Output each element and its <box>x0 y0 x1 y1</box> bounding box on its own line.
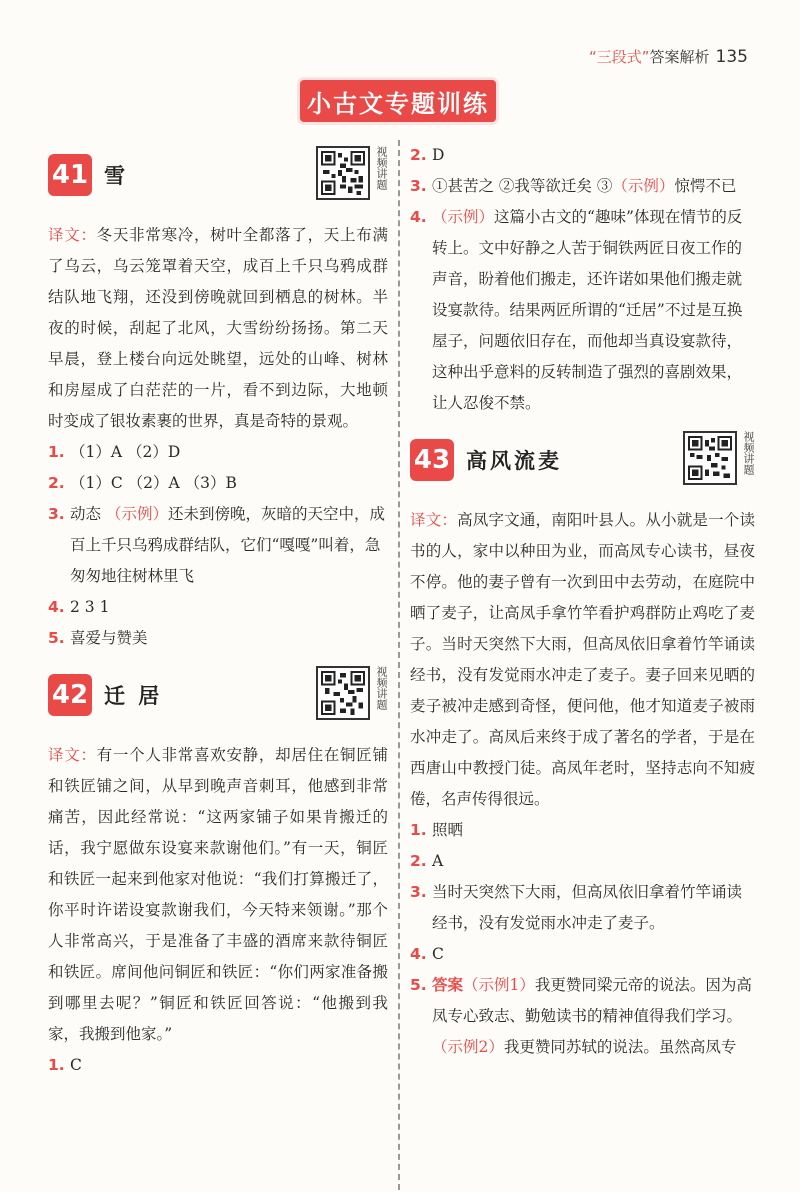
answer-item <box>410 202 755 419</box>
translation-paragraph <box>48 220 388 437</box>
translation-tag: 译文： <box>48 226 97 244</box>
translation-paragraph <box>410 505 755 815</box>
answer-number: 4. <box>410 945 427 963</box>
answer-number: 4. <box>48 598 65 616</box>
section-title: 迁 居 <box>104 684 163 708</box>
answer-text: 当时天突然下大雨，但高凤依旧拿着竹竿诵读经书，没有发觉雨水冲走了麦子。 <box>432 883 743 932</box>
section-title: 雪 <box>104 164 128 188</box>
answer-key: 答案 <box>432 976 464 994</box>
answer-item <box>48 437 388 468</box>
answer-text: 我更赞同苏轼的说法。虽然高凤专 <box>503 1038 737 1056</box>
answer-item <box>410 877 755 939</box>
answer-text: D <box>432 146 445 164</box>
answer-text: 喜爱与赞美 <box>70 629 148 647</box>
header-brand: “三段式” <box>588 48 650 66</box>
qr-code-icon[interactable] <box>316 146 370 200</box>
answer-number: 1. <box>48 1056 65 1074</box>
answer-number: 5. <box>410 976 427 994</box>
column-divider <box>398 140 400 1190</box>
translation-tag: 译文： <box>410 511 458 529</box>
answer-text: 我更赞同梁元帝的说法。因为高凤专心致志、勤勉读书的精神值得我们学习。 <box>432 976 752 1025</box>
section-43-header <box>410 431 755 491</box>
answer-prefix: ①甚苦之 ②我等欲迁矣 ③ <box>432 177 613 195</box>
translation-text: 高凤字文通，南阳叶县人。从小就是一个读书的人，家中以种田为业，而高凤专心读书，昼夜不停。他的妻子曾有一次到田中去劳动，在庭院中晒了麦子，让高凤手拿竹竿看护鸡群防止鸡吃了麦子。当时天突然下大雨，但高凤依旧拿着竹竿诵读经书，没有发觉雨水冲走了麦子。妻子回来见晒的麦子被冲走感到奇怪，便问他，他才知道麦子被雨水冲走了。高凤后来终于成了著名的学者，于是在西唐山中教授门徒。高凤年老时，坚持志向不知疲倦，名声传得很远。 <box>410 511 755 808</box>
example-tag: （示例2） <box>432 1038 504 1056</box>
example-tag: （示例） <box>105 505 168 523</box>
qr-label: 视频讲题 <box>742 431 755 475</box>
header-label: 答案解析 <box>649 48 710 66</box>
answer-number: 2. <box>410 146 427 164</box>
translation-text: 冬天非常寒冷，树叶全都落了，天上布满了乌云，乌云笼罩着天空，成百上千只乌鸦成群结队地飞翔，还没到傍晚就回到栖息的树林。半夜的时候，刮起了北风，大雪纷纷扬扬。第二天早晨，登上楼台向远处眺望，远处的山峰、树林和房屋成了白茫茫的一片，看不到边际，大地顿时变成了银妆素裹的世界，真是奇特的景观。 <box>48 226 388 430</box>
answer-item <box>410 140 755 171</box>
section-41-header <box>48 146 388 206</box>
translation-tag: 译文： <box>48 746 97 764</box>
answer-item <box>48 499 388 592</box>
left-column <box>48 140 388 1081</box>
qr-label: 视频讲题 <box>375 666 388 710</box>
answer-number: 1. <box>410 821 427 839</box>
answer-text: 这篇小古文的“趣味”体现在情节的反转上。文中好静之人苦于铜铁两匠日夜工作的声音，盼着他们搬走，还许诺如果他们搬走就设宴款待。结果两匠所谓的“迁居”不过是互换屋子，问题依旧存在，而他却当真设宴款待，这种出乎意料的反转制造了强烈的喜剧效果，让人忍俊不禁。 <box>432 208 743 412</box>
section-banner: 小古文专题训练 <box>300 80 496 122</box>
answer-continuation <box>410 1032 755 1063</box>
example-tag: （示例） <box>432 208 495 226</box>
answer-prefix: 动态 <box>70 505 106 523</box>
answer-item <box>48 468 388 499</box>
answer-text: 2 3 1 <box>70 598 110 616</box>
answer-item <box>410 815 755 846</box>
section-42-header <box>48 666 388 726</box>
answer-item <box>410 171 755 202</box>
answer-item <box>410 846 755 877</box>
answer-item <box>48 592 388 623</box>
answer-number: 4. <box>410 208 427 226</box>
example-tag: （示例1） <box>463 976 535 994</box>
running-header <box>589 46 748 67</box>
qr-label: 视频讲题 <box>375 146 388 190</box>
answer-item <box>410 939 755 970</box>
answer-text: C <box>432 945 444 963</box>
section-number: 41 <box>48 154 92 196</box>
answer-number: 1. <box>48 443 65 461</box>
answer-item <box>48 623 388 654</box>
translation-paragraph <box>48 740 388 1050</box>
translation-text: 有一个人非常喜欢安静，却居住在铜匠铺和铁匠铺之间，从早到晚声音刺耳，他感到非常痛苦，因此经常说：“这两家铺子如果肯搬迁的话，我宁愿做东设宴来款谢他们。”有一天，铜匠和铁匠一起来到他家对他说：“我们打算搬迁了，你平时许诺设宴款谢我们，今天特来领谢。”那个人非常高兴，于是准备了丰盛的酒席来款待铜匠和铁匠。席间他问铜匠和铁匠：“你们两家准备搬到哪里去呢？”铜匠和铁匠回答说：“他搬到我家，我搬到他家。” <box>48 746 388 1043</box>
answer-number: 2. <box>48 474 65 492</box>
answer-text: （1）C （2）A （3）B <box>70 474 237 492</box>
answer-number: 3. <box>410 883 427 901</box>
answer-item <box>410 970 755 1032</box>
example-tag: （示例） <box>612 177 675 195</box>
section-number: 42 <box>48 674 92 716</box>
answer-number: 5. <box>48 629 65 647</box>
answer-text: 惊愕不已 <box>674 177 737 195</box>
answer-text: A <box>432 852 444 870</box>
qr-code-icon[interactable] <box>316 666 370 720</box>
section-number: 43 <box>410 439 454 481</box>
answer-number: 2. <box>410 852 427 870</box>
answer-text: （1）A （2）D <box>70 443 181 461</box>
answer-text: 照晒 <box>432 821 464 839</box>
answer-text: 还未到傍晚，灰暗的天空中，成百上千只乌鸦成群结队，它们“嘎嘎”叫着，急匆匆地往树林里飞 <box>70 505 385 585</box>
qr-code-icon[interactable] <box>683 431 737 485</box>
answer-text: C <box>70 1056 82 1074</box>
answer-number: 3. <box>410 177 427 195</box>
right-column <box>410 140 755 1063</box>
answer-item <box>48 1050 388 1081</box>
page-number: 135 <box>715 47 748 67</box>
section-title: 高风流麦 <box>466 449 562 473</box>
answer-number: 3. <box>48 505 65 523</box>
